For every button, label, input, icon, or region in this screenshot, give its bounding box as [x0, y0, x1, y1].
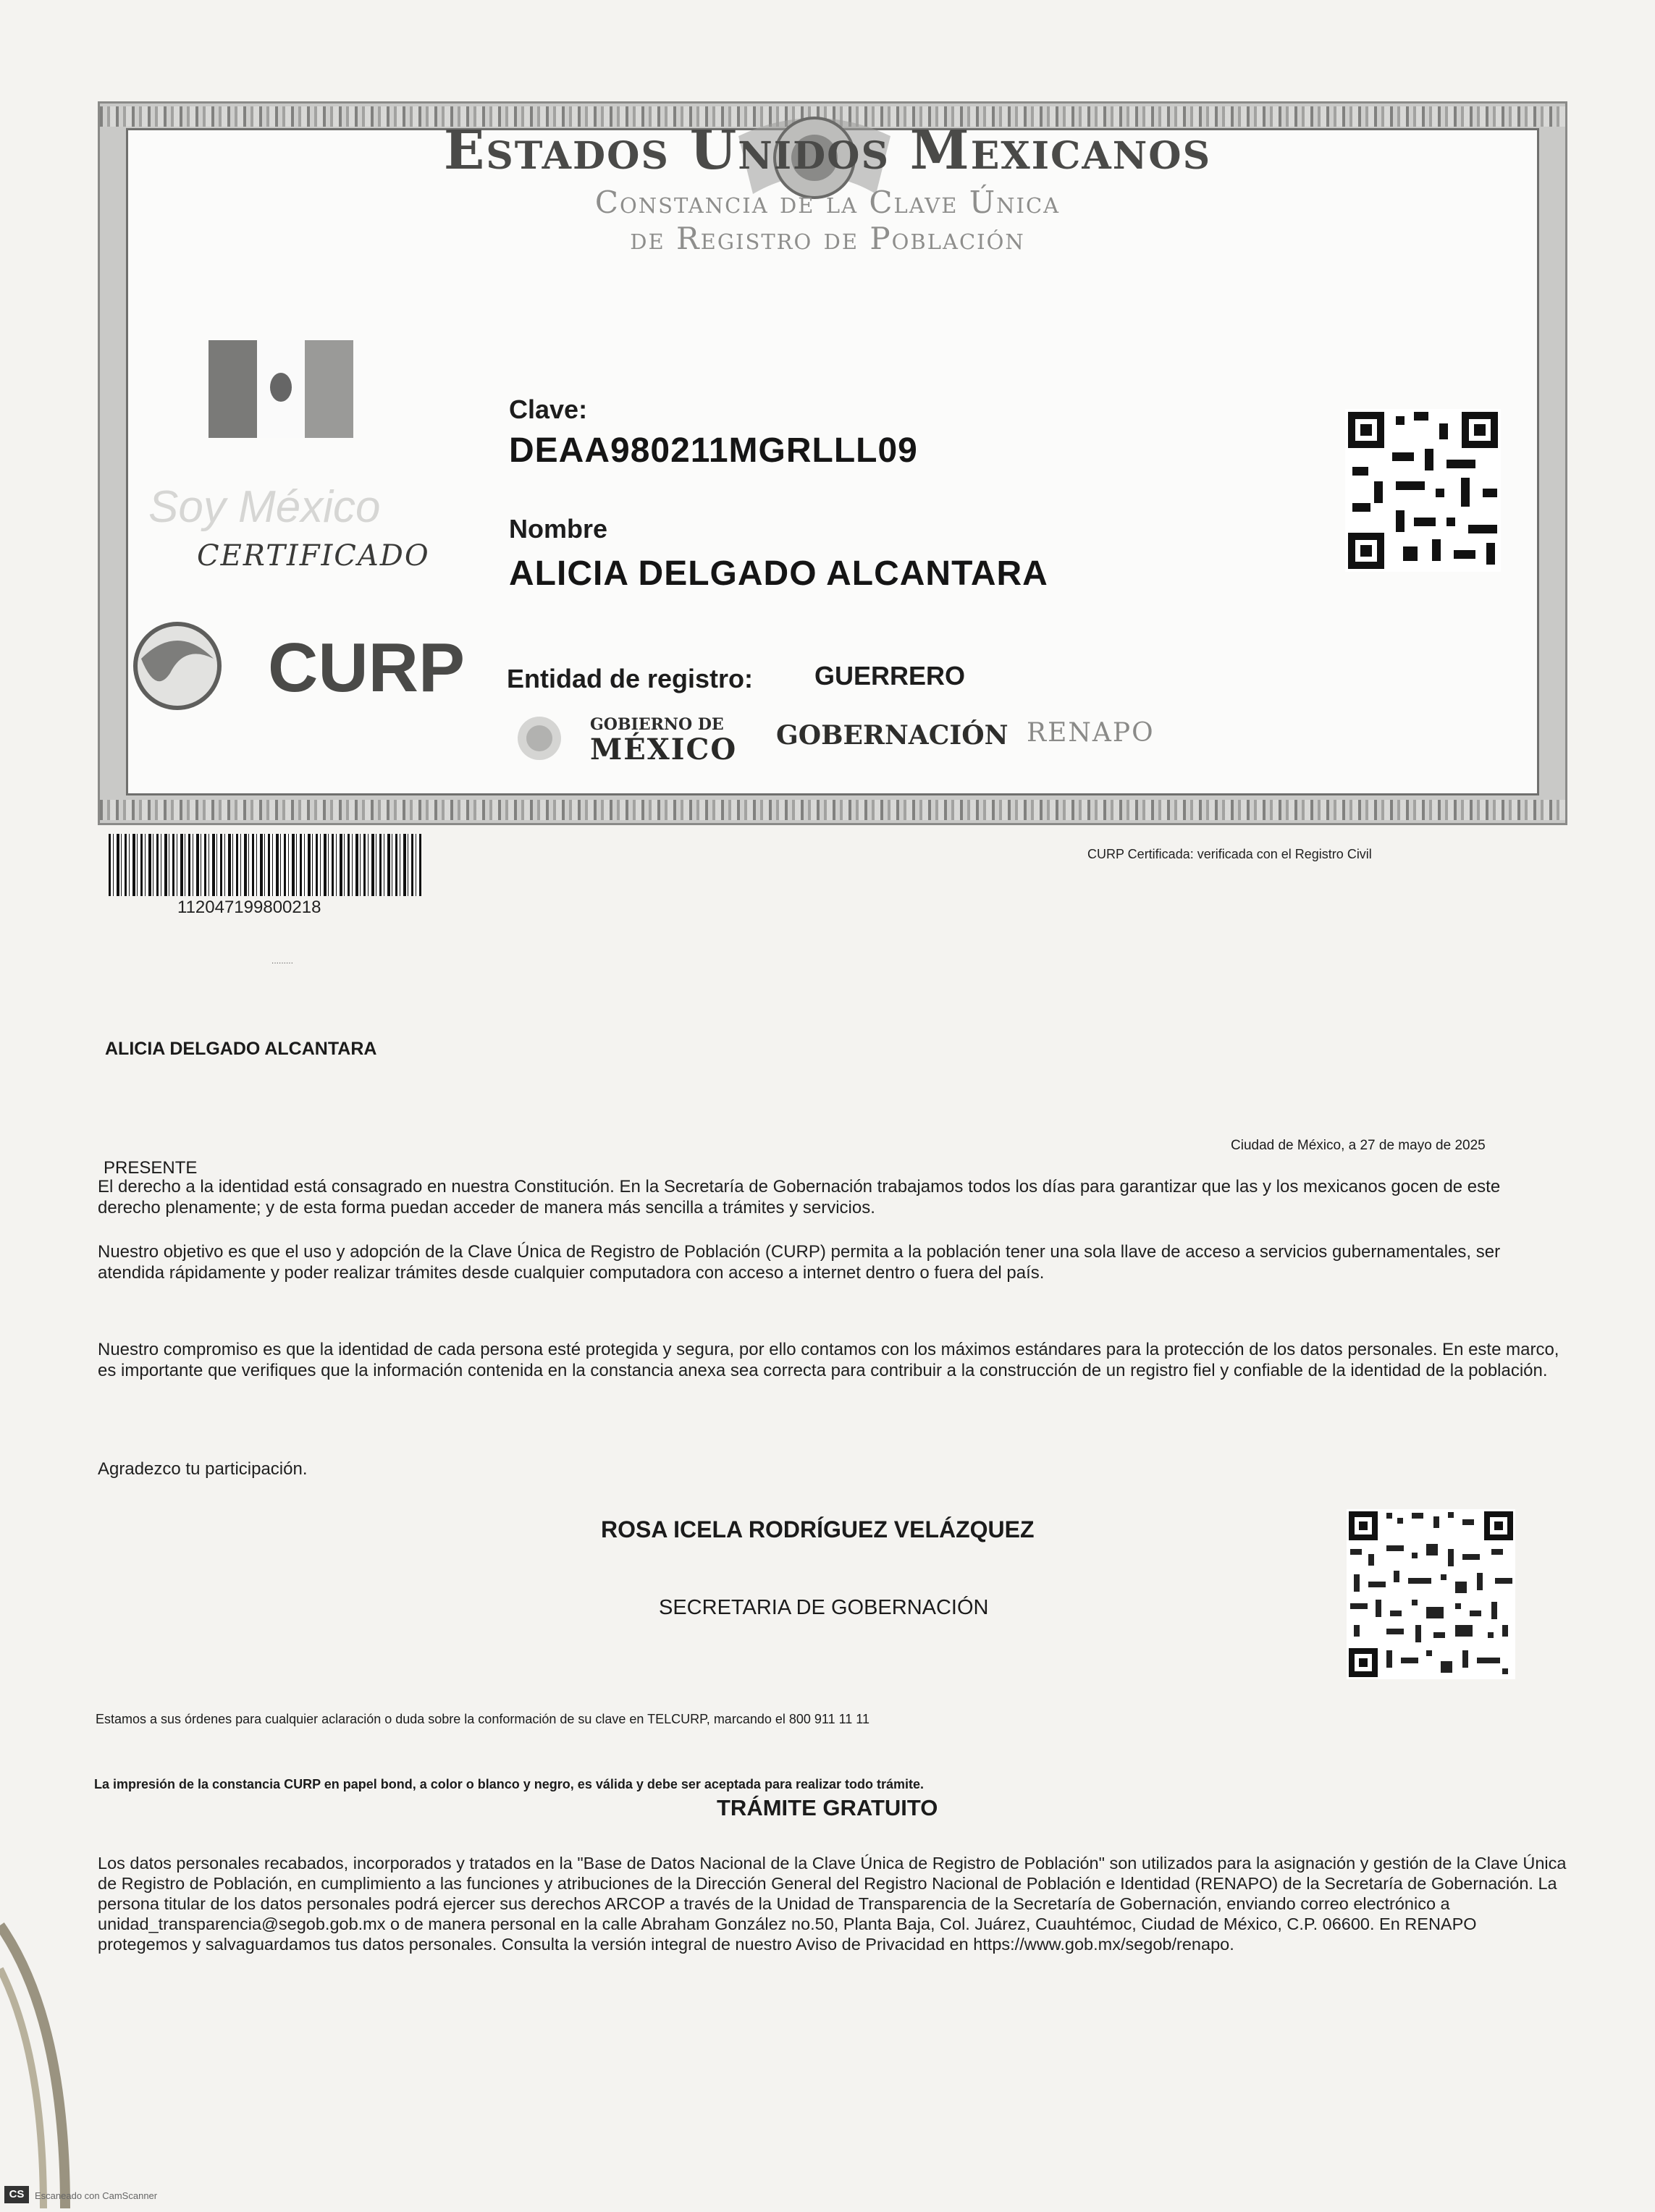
bottom-guilloche-border	[100, 800, 1565, 820]
certificate-subtitle-1: Constancia de la Clave Única	[594, 185, 1061, 220]
paragraph-2: Nuestro objetivo es que el uso y adopción de la Clave Única de Registro de Población (CURP) permita a la población tener una sola llave de acceso a servicios gubernamentales, ser atendida rápidamente y poder realizar trámites desde cualquier computadora con acceso a internet dentro o fuera del país.	[98, 1242, 1501, 1283]
mexican-flag-icon	[209, 340, 353, 438]
qr-code-top-icon	[1345, 409, 1501, 572]
certificate-title: Estados Unidos Mexicanos	[443, 119, 1212, 182]
tramite-gratuito: TRÁMITE GRATUITO	[717, 1795, 938, 1820]
nombre-value: ALICIA DELGADO ALCANTARA	[509, 554, 1048, 593]
soy-mexico-logo: Soy México	[148, 482, 381, 532]
paragraph-1: El derecho a la identidad está consagrado en nuestra Constitución. En la Secretaría de Gobernación trabajamos todos los días para garantizar que las y los mexicanos gocen de este derecho plenamente; y de esta forma puedan acceder de manera más sencilla a trámites y servicios.	[98, 1177, 1501, 1217]
barcode-icon	[109, 834, 421, 896]
recipient-name: ALICIA DELGADO ALCANTARA	[105, 1039, 377, 1059]
curp-globe-icon	[127, 615, 228, 717]
camscanner-badge: CS	[4, 2186, 29, 2203]
clave-value: DEAA980211MGRLLL09	[509, 431, 918, 470]
certificado-stamp: CERTIFICADO	[197, 539, 430, 573]
certificate-subtitle-2: de Registro de Población	[630, 221, 1025, 256]
cable-artifact	[0, 1911, 101, 2208]
privacy-notice: Los datos personales recabados, incorporados y tratados en la "Base de Datos Nacional de la Clave Única de Registro de Población" son utilizados para la asignación y gestión de la Clave Única de Registro de Población, en cumplimiento a las funciones y atribuciones de la Dirección General del Registro Nacional de Población e Identidad (RENAPO) de la Secretaría de Gobernación. La persona titular de los datos personales podrá ejercer sus derechos ARCOP a través de la Unidad de Transparencia de la Secretaría de Gobernación, enviando correo electrónico a unidad_transparencia@segob.gob.mx o de manera personal en la calle Abraham González no.50, Planta Baja, Col. Juárez, Cuauhtémoc, Ciudad de México, C.P. 06600. En RENAPO protegemos y salvaguardamos tus datos personales. Consulta la versión integral de nuestro Aviso de Privacidad en https://www.gob.mx/segob/renapo.	[98, 1854, 1567, 1954]
clave-label: Clave:	[509, 394, 588, 424]
entidad-label: Entidad de registro:	[507, 664, 754, 693]
tiny-mark: ·········	[271, 959, 293, 967]
place-date: Ciudad de México, a 27 de mayo de 2025	[1231, 1138, 1486, 1153]
gobierno-emblem-icon	[514, 713, 565, 764]
paragraph-3: Nuestro compromiso es que la identidad de cada persona esté protegida y segura, por ello contamos con los máximos estándares para la protección de los datos personales. En este marco, es importante que verifiques que la información contenida en la constancia anexa sea correcta para contribuir a la construcción de un registro fiel y confiable de la identidad de la población.	[98, 1340, 1559, 1380]
certified-note: CURP Certificada: verificada con el Registro Civil	[1087, 847, 1372, 861]
entidad-value: GUERRERO	[814, 661, 966, 691]
camscanner-text: Escaneado con CamScanner	[35, 2190, 158, 2201]
gobierno-de-text: GOBIERNO DE	[590, 715, 724, 734]
signer-title: SECRETARIA DE GOBERNACIÓN	[659, 1596, 989, 1619]
barcode-number: 112047199800218	[177, 898, 321, 917]
nombre-label: Nombre	[509, 514, 608, 544]
mexico-text: MÉXICO	[590, 733, 738, 767]
gobernacion-logo: GOBERNACIÓN	[776, 720, 1008, 751]
paragraph-4: Agradezco tu participación.	[98, 1459, 308, 1479]
renapo-logo: RENAPO	[1027, 718, 1155, 748]
telcurp-notice: Estamos a sus órdenes para cualquier aclaración o duda sobre la conformación de su clave en TELCURP, marcando el 800 911 11 11	[96, 1712, 869, 1726]
curp-logo-text: CURP	[268, 629, 466, 706]
qr-code-bottom-icon	[1347, 1509, 1515, 1679]
impresion-notice: La impresión de la constancia CURP en papel bond, a color o blanco y negro, es válida y debe ser aceptada para realizar todo trámite.	[94, 1777, 925, 1791]
signer-name: ROSA ICELA RODRÍGUEZ VELÁZQUEZ	[601, 1516, 1035, 1542]
presente-text: PRESENTE	[104, 1158, 198, 1178]
